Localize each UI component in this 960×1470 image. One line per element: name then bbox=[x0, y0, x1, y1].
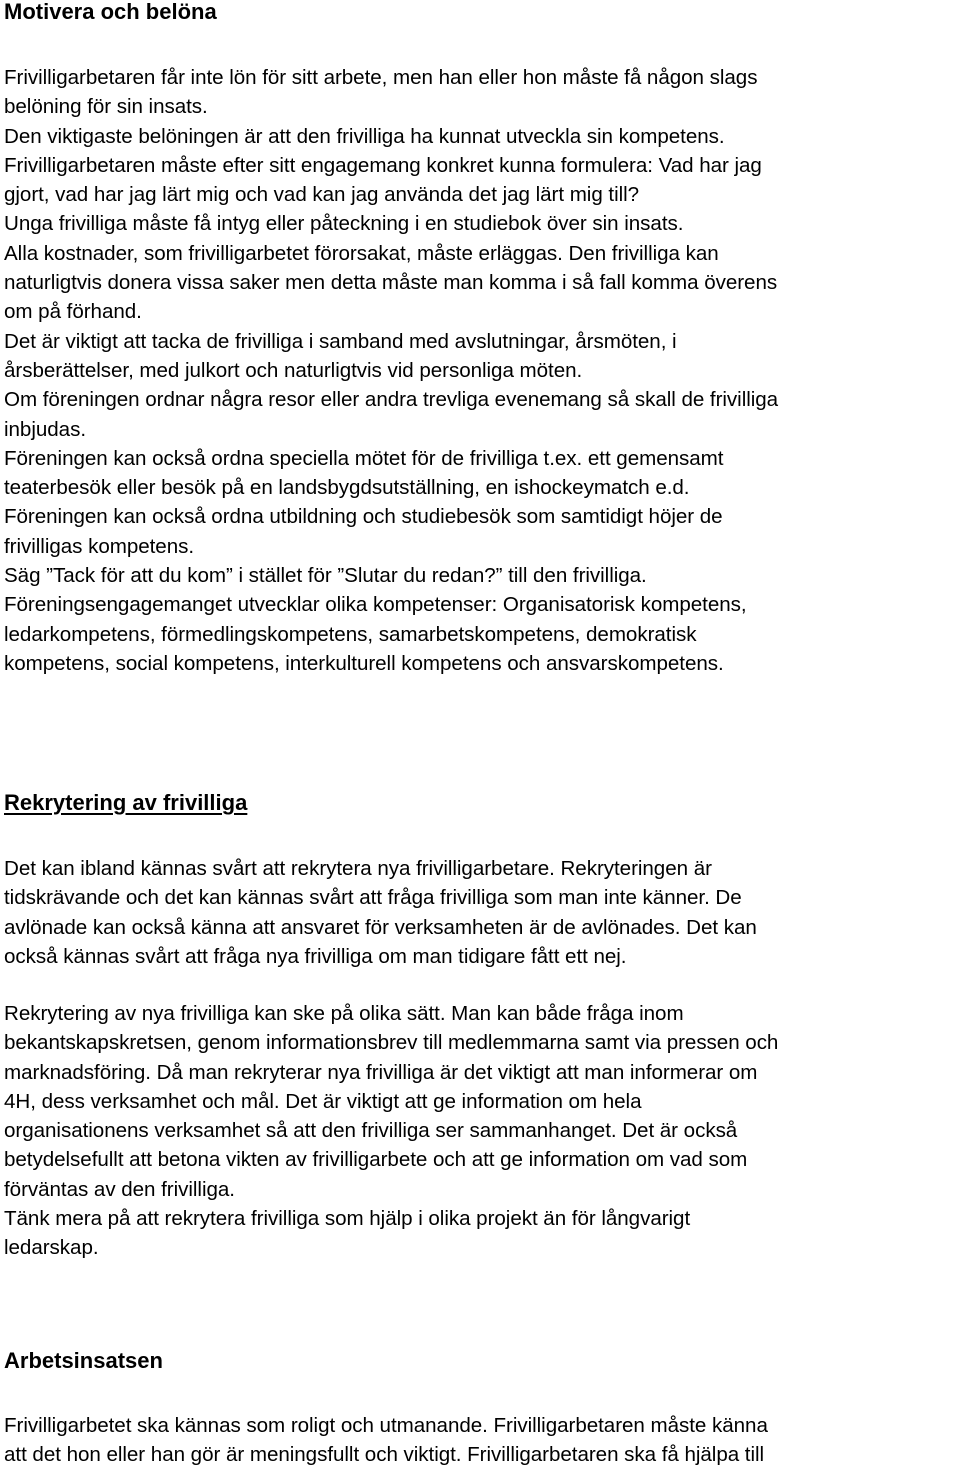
text-line: gjort, vad har jag lärt mig och vad kan jag använda det jag lärt mig till? bbox=[4, 183, 640, 207]
text-line: Den viktigaste belöningen är att den frivilliga ha kunnat utveckla sin kompetens. bbox=[4, 124, 725, 148]
text-line: om på förhand. bbox=[4, 300, 142, 324]
section-body-arbetsinsatsen bbox=[4, 1411, 768, 1470]
text-line: ledarskap. bbox=[4, 1236, 99, 1260]
text-line: Unga frivilliga måste få intyg eller påteckning i en studiebok över sin insats. bbox=[4, 212, 684, 236]
text-line: Alla kostnader, som frivilligarbetet förorsakat, måste erläggas. Den frivilliga kan bbox=[4, 241, 719, 265]
text-line: Frivilligarbetet ska kännas som roligt och utmanande. Frivilligarbetaren måste känna bbox=[4, 1414, 768, 1437]
text-line: Det kan ibland kännas svårt att rekrytera nya frivilligarbetare. Rekryteringen är bbox=[4, 857, 712, 880]
text-line: Frivilligarbetaren måste efter sitt engagemang konkret kunna formulera: Vad har jag bbox=[4, 153, 762, 177]
text-line: frivilligas kompetens. bbox=[4, 534, 195, 558]
section-body-rekrytering-2 bbox=[4, 999, 778, 1263]
text-line: Om föreningen ordnar några resor eller andra trevliga evenemang så skall de frivilliga bbox=[4, 388, 779, 412]
text-line: organisationens verksamhet så att den frivilliga ser sammanhanget. Det är också bbox=[4, 1119, 738, 1143]
section-body-rekrytering-1 bbox=[4, 854, 757, 971]
text-line: också kännas svårt att fråga nya frivilliga om man tidigare fått ett nej. bbox=[4, 944, 627, 968]
text-line: bekantskapskretsen, genom informationsbrev till medlemmarna samt via pressen och bbox=[4, 1031, 779, 1055]
text-line: belöning för sin insats. bbox=[4, 95, 208, 119]
text-line: Säg ”Tack för att du kom” i stället för ”Slutar du redan?” till den frivilliga. bbox=[4, 564, 647, 588]
text-line: 4H, dess verksamhet och mål. Det är viktigt att ge information om hela bbox=[4, 1089, 642, 1113]
text-line: Det är viktigt att tacka de frivilliga i samband med avslutningar, årsmöten, i bbox=[4, 329, 677, 353]
section-heading-arbetsinsatsen: Arbetsinsatsen bbox=[4, 1348, 163, 1373]
text-line: Föreningen kan också ordna speciella mötet för de frivilliga t.ex. ett gemensamt bbox=[4, 446, 724, 470]
text-line: förväntas av den frivilliga. bbox=[4, 1177, 235, 1201]
text-line: marknadsföring. Då man rekryterar nya frivilliga är det viktigt att man informerar om bbox=[4, 1060, 758, 1084]
text-line: teaterbesök eller besök på en landsbygdsutställning, en ishockeymatch e.d. bbox=[4, 476, 690, 500]
text-line: kompetens, social kompetens, interkulturell kompetens och ansvarskompetens. bbox=[4, 651, 724, 675]
section-heading-motivera: Motivera och belöna bbox=[4, 0, 217, 24]
text-line: Frivilligarbetaren får inte lön för sitt arbete, men han eller hon måste få någon slags bbox=[4, 66, 758, 89]
text-line: betydelsefullt att betona vikten av frivilligarbete och att ge information om vad som bbox=[4, 1148, 748, 1172]
text-line: tidskrävande och det kan kännas svårt att fråga frivilliga som man inte känner. De bbox=[4, 886, 742, 910]
text-line: ledarkompetens, förmedlingskompetens, samarbetskompetens, demokratisk bbox=[4, 622, 697, 646]
section-heading-rekrytering: Rekrytering av frivilliga bbox=[4, 790, 248, 815]
text-line: naturligtvis donera vissa saker men detta måste man komma i så fall komma överens bbox=[4, 271, 778, 295]
text-line: inbjudas. bbox=[4, 417, 86, 441]
section-body-motivera bbox=[4, 63, 778, 678]
text-line: Tänk mera på att rekrytera frivilliga som hjälp i olika projekt än för långvarigt bbox=[4, 1207, 691, 1231]
text-line: Rekrytering av nya frivilliga kan ske på olika sätt. Man kan både fråga inom bbox=[4, 1002, 684, 1025]
text-line: Föreningen kan också ordna utbildning och studiebesök som samtidigt höjer de bbox=[4, 505, 723, 529]
text-line: Föreningsengagemanget utvecklar olika kompetenser: Organisatorisk kompetens, bbox=[4, 593, 747, 617]
text-line: att det hon eller han gör är meningsfullt och viktigt. Frivilligarbetaren ska få hjälpa till bbox=[4, 1443, 765, 1467]
text-line: avlönade kan också känna att ansvaret för verksamheten är de avlönades. Det kan bbox=[4, 915, 757, 939]
text-line: årsberättelser, med julkort och naturligtvis vid personliga möten. bbox=[4, 358, 583, 382]
